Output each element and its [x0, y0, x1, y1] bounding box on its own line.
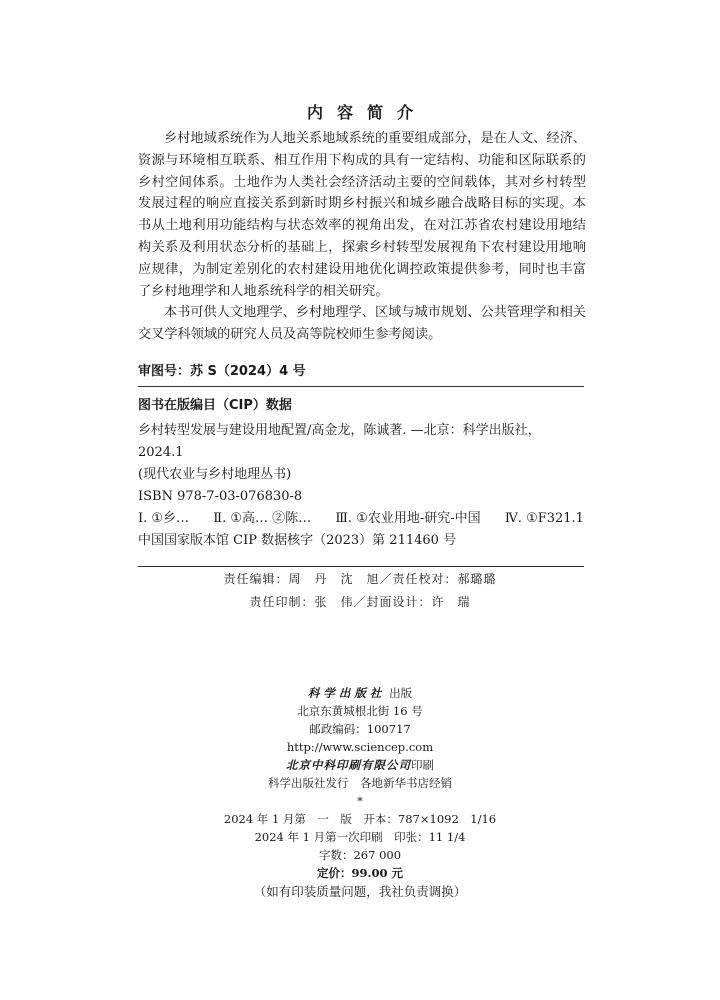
intro-text: [138, 128, 586, 346]
cip-classification-line: [138, 508, 584, 530]
cip-class-item: Ⅳ. ①F321.1: [504, 511, 584, 526]
printer-line: [0, 756, 720, 774]
distribution-line: 科学出版社发行 各地新华书店经销: [268, 776, 452, 790]
intro-title: 内容简介: [306, 103, 427, 122]
word-count: 字数：267 000: [318, 848, 402, 862]
printer-suffix: 印刷: [411, 758, 434, 772]
price: 定价：99.00 元: [316, 866, 403, 880]
cip-record-line: 中国国家版本馆 CIP 数据核字（2023）第 211460 号: [138, 533, 457, 548]
publisher-suffix: 出版: [389, 686, 413, 700]
cip-class-item: Ⅰ. ①乡…: [138, 511, 190, 526]
publisher-website: http://www.sciencep.com: [286, 740, 434, 754]
publisher-name: 科学出版社: [307, 686, 386, 700]
cip-heading: 图书在版编目（CIP）数据: [138, 398, 292, 413]
cip-year-line: 2024.1: [138, 445, 184, 460]
quality-notice: （如有印装质量问题，我社负责调换）: [253, 884, 467, 899]
intro-paragraph-2: 本书可供人文地理学、乡村地理学、区域与城市规划、公共管理学和相关交叉学科领域的研究人员及高等院校师生参考阅读。: [138, 305, 586, 343]
asterisk-separator: *: [357, 794, 363, 808]
cip-series-line: (现代农业与乡村地理丛书): [138, 467, 292, 482]
cip-data-block: [138, 420, 584, 552]
edition-line: 2024 年 1 月第 一 版 开本：787×1092 1/16: [223, 812, 497, 826]
cip-class-item: Ⅲ. ①农业用地-研究-中国: [335, 511, 481, 526]
map-approval-number: 审图号：苏 S（2024）4 号: [138, 364, 306, 379]
postcode: 邮政编码：100717: [309, 722, 411, 736]
cip-title-line: 乡村转型发展与建设用地配置/高金龙，陈诚著. —北京：科学出版社，: [138, 423, 541, 438]
printer-name: 北京中科印刷有限公司: [286, 758, 411, 772]
publisher-line: [0, 684, 720, 702]
intro-paragraph-1: 乡村地域系统作为人地关系地域系统的重要组成部分，是在人文、经济、资源与环境相互联系、相互作用下构成的具有一定结构、功能和区际联系的乡村空间体系。土地作为人类社会经济活动主要的空间载体，其对乡村转型发展过程的响应直接关系到新时期乡村振兴和城乡融合战略目标的实现。本书从土地利用功能结构与状态效率的视角出发，在对江苏省农村建设用地结构关系及利用状态分析的基础上，探索乡村转型发展视角下农村建设用地响应规律，为制定差别化的农村建设用地优化调控政策提供参考，同时也丰富了乡村地理学和人地系统科学的相关研究。: [138, 131, 586, 299]
divider-top: [138, 386, 584, 387]
printing-line: 2024 年 1 月第一次印刷 印张：11 1/4: [254, 830, 466, 844]
publisher-address: 北京东黄城根北街 16 号: [297, 704, 423, 718]
editor-credits: 责任编辑：周 丹 沈 旭／责任校对：郝璐璐: [223, 572, 497, 586]
publication-info: [0, 684, 720, 901]
cip-class-item: Ⅱ. ①高… ②陈…: [213, 511, 312, 526]
divider-bottom: [138, 566, 584, 567]
cip-isbn-line: ISBN 978-7-03-076830-8: [138, 489, 303, 504]
production-credits: 责任印制：张 伟／封面设计：许 瑞: [249, 595, 471, 609]
